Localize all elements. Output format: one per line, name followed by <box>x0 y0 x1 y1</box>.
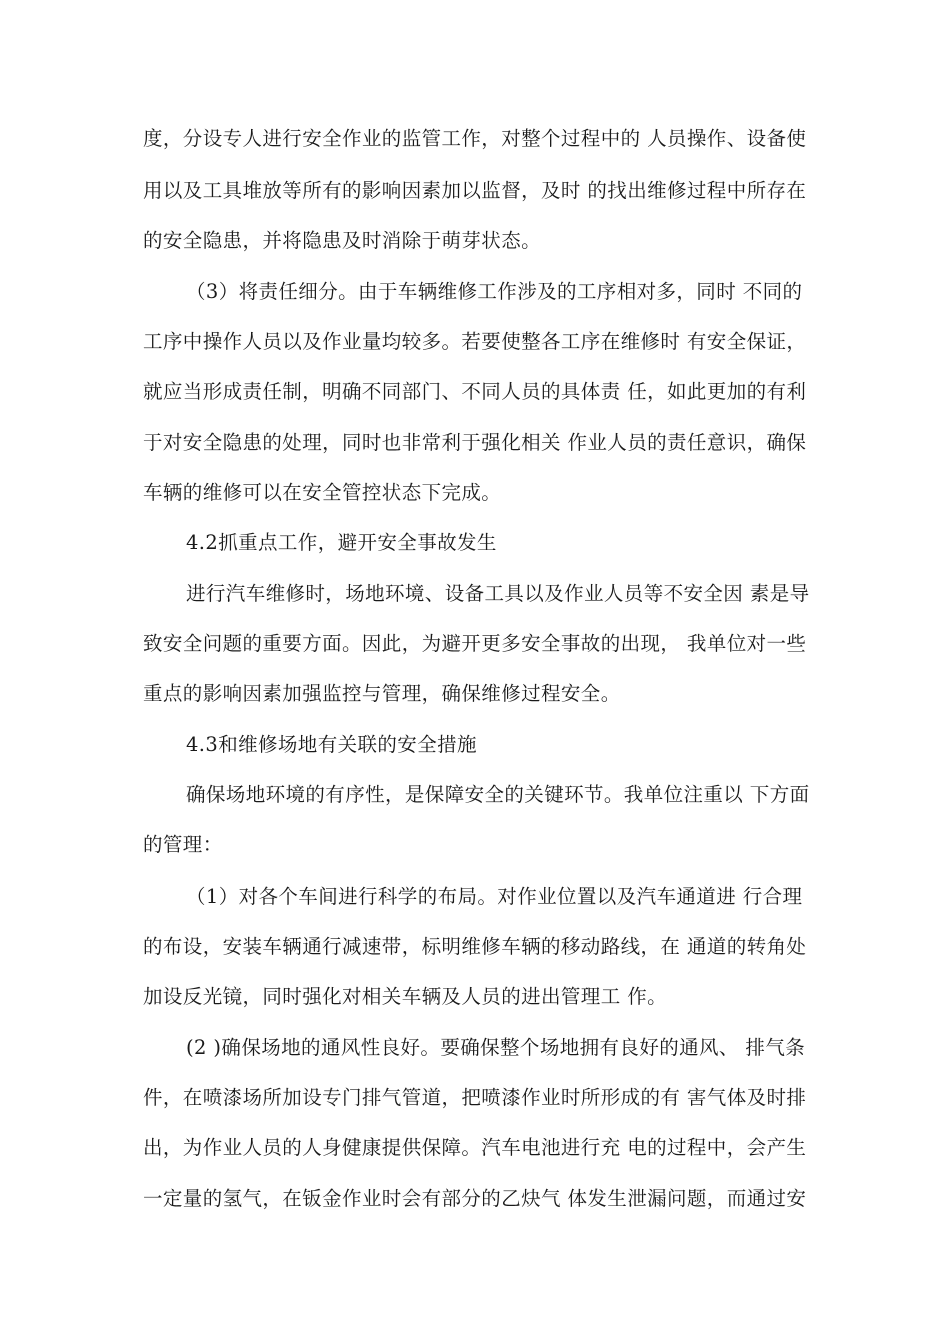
text-line: 于对安全隐患的处理，同时也非常利于强化相关 作业人员的责任意识，确保 <box>143 431 807 454</box>
text-line: 出，为作业人员的人身健康提供保障。汽车电池进行充 电的过程中，会产生 <box>143 1136 807 1159</box>
text-line: 工序中操作人员以及作业量均较多。若要使整各工序在维修时 有安全保证， <box>143 330 807 353</box>
paragraph-first-line: (2 )确保场地的通风性良好。要确保整个场地拥有良好的通风、 排气条 <box>186 1036 806 1059</box>
paragraph-first-line: （1）对各个车间进行科学的布局。对作业位置以及汽车通道进 行合理 <box>186 885 803 908</box>
text-line: 就应当形成责任制，明确不同部门、不同人员的具体责 任，如此更加的有利 <box>143 380 807 403</box>
text-line: 度，分设专人进行安全作业的监管工作，对整个过程中的 人员操作、设备使 <box>143 127 807 150</box>
text-line: 的布设，安装车辆通行减速带，标明维修车辆的移动路线，在 通道的转角处 <box>143 935 807 958</box>
text-line: 的管理： <box>143 833 223 856</box>
text-line: 加设反光镜，同时强化对相关车辆及人员的进出管理工 作。 <box>143 985 667 1008</box>
paragraph-first-line: 进行汽车维修时，场地环境、设备工具以及作业人员等不安全因 素是导 <box>186 582 810 605</box>
paragraph-first-line: 确保场地环境的有序性，是保障安全的关键环节。我单位注重以 下方面 <box>186 783 810 806</box>
section-heading: 4.3和维修场地有关联的安全措施 <box>186 733 477 756</box>
text-line: 一定量的氢气，在钣金作业时会有部分的乙炔气 体发生泄漏问题，而通过安 <box>143 1187 807 1210</box>
text-line: 的安全隐患，并将隐患及时消除于萌芽状态。 <box>143 229 542 252</box>
paragraph-first-line: （3）将责任细分。由于车辆维修工作涉及的工序相对多，同时 不同的 <box>186 280 803 303</box>
text-line: 用以及工具堆放等所有的影响因素加以监督，及时 的找出维修过程中所存在 <box>143 179 807 202</box>
section-heading: 4.2抓重点工作，避开安全事故发生 <box>186 531 497 554</box>
text-line: 致安全问题的重要方面。因此，为避开更多安全事故的出现， 我单位对一些 <box>143 632 807 655</box>
text-line: 重点的影响因素加强监控与管理，确保维修过程安全。 <box>143 682 621 705</box>
text-line: 件，在喷漆场所加设专门排气管道，把喷漆作业时所形成的有 害气体及时排 <box>143 1086 807 1109</box>
text-line: 车辆的维修可以在安全管控状态下完成。 <box>143 481 502 504</box>
